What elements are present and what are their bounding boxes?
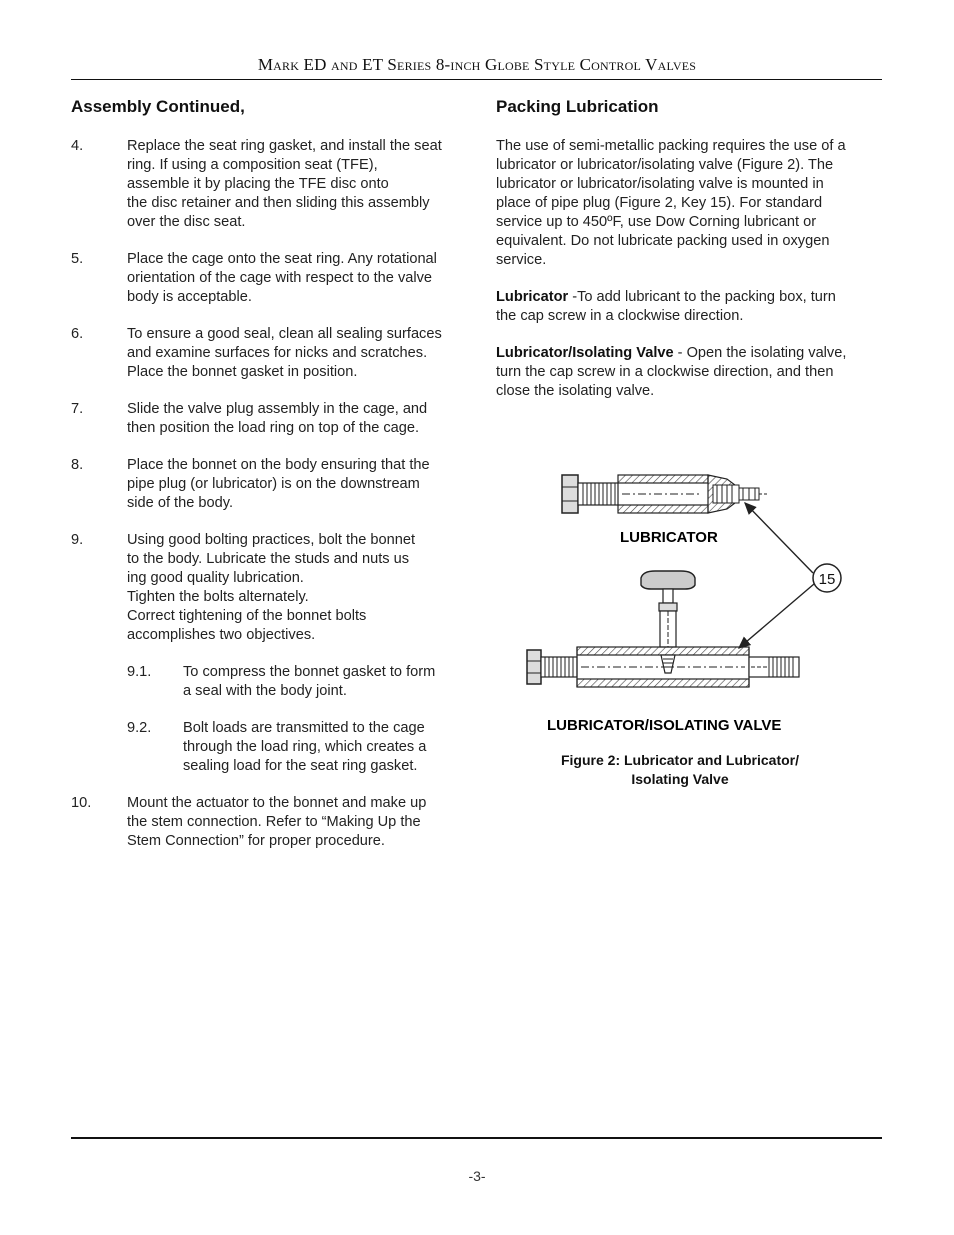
assembly-heading: Assembly Continued, (71, 97, 245, 116)
step-7 (71, 400, 471, 438)
step-number: 4. (71, 138, 84, 154)
step-10 (71, 794, 471, 851)
callout-arrow-bottom (739, 584, 814, 648)
paragraph-line: lubricator or lubricator/isolating valve is mounted in (496, 176, 824, 192)
step-line: body is acceptable. (127, 289, 252, 305)
step-line: Replace the seat ring gasket, and install the seat (127, 138, 442, 154)
step-line: then position the load ring on top of the cage. (127, 420, 420, 436)
step-5 (71, 250, 471, 307)
step-line: Place the bonnet gasket in position. (127, 364, 358, 380)
key-15-callout (739, 503, 841, 648)
lubricator-label: LUBRICATOR (620, 529, 718, 546)
substep-number: 9.1. (127, 664, 152, 680)
isolating-valve-label: LUBRICATOR/ISOLATING VALVE (547, 717, 782, 734)
substep-line: sealing load for the seat ring gasket. (183, 758, 418, 774)
isolating-valve-assembly (527, 571, 799, 687)
step-line: the disc retainer and then sliding this assembly (127, 195, 430, 211)
step-line: to the body. Lubricate the studs and nuts us (127, 551, 410, 567)
step-number: 6. (71, 326, 84, 342)
step-line: and examine surfaces for nicks and scratches. (127, 345, 428, 361)
step-line: Place the bonnet on the body ensuring that the (127, 457, 430, 473)
step-number: 7. (71, 401, 84, 417)
isolating-valve-paragraph (496, 344, 882, 401)
caption-line: Isolating Valve (631, 771, 729, 787)
paragraph-line: The use of semi-metallic packing requires the use of a (496, 138, 846, 154)
isolating-valve-term: Lubricator/Isolating Valve (496, 345, 674, 361)
step-line: over the disc seat. (127, 214, 246, 230)
step-line: accomplishes two objectives. (127, 627, 316, 643)
step-line: Correct tightening of the bonnet bolts (127, 608, 367, 624)
step-line: Slide the valve plug assembly in the cage, and (127, 401, 428, 417)
step-line: Tighten the bolts alternately. (127, 589, 309, 605)
step-line: ring. If using a composition seat (TFE), (127, 157, 378, 173)
step-number: 5. (71, 251, 84, 267)
header-rule (71, 79, 882, 80)
assembly-steps (71, 137, 471, 869)
step-line: the stem connection. Refer to “Making Up the (127, 814, 421, 830)
paragraph-text: - Open the isolating valve, (673, 345, 847, 361)
lubricator-assembly (562, 475, 769, 513)
lubricator-term: Lubricator (496, 289, 569, 305)
packing-lubrication-heading: Packing Lubrication (496, 97, 659, 116)
step-line: assemble it by placing the TFE disc onto (127, 176, 389, 192)
step-line: side of the body. (127, 495, 234, 511)
lubricator-paragraph (496, 288, 882, 326)
paragraph-line: place of pipe plug (Figure 2, Key 15). For standard (496, 195, 823, 211)
substep-line: Bolt loads are transmitted to the cage (183, 720, 425, 736)
figure-caption (520, 751, 840, 789)
figure-2-lubricator-drawing (517, 463, 849, 738)
substep-line: through the load ring, which creates a (183, 739, 427, 755)
paragraph-line: close the isolating valve. (496, 383, 655, 399)
paragraph-line: service. (496, 252, 547, 268)
step-line: Using good bolting practices, bolt the bonnet (127, 532, 416, 548)
step-number: 8. (71, 457, 84, 473)
step-9-2 (127, 719, 471, 776)
intro-paragraph (496, 137, 882, 270)
paragraph-line: service up to 450ºF, use Dow Corning lubricant or (496, 214, 817, 230)
step-line: Place the cage onto the seat ring. Any rotational (127, 251, 437, 267)
substep-line: To compress the bonnet gasket to form (183, 664, 436, 680)
step-line: To ensure a good seal, clean all sealing surfaces (127, 326, 442, 342)
header-title: Mark ED and ET Series 8-inch Globe Style Control Valves (257, 55, 697, 74)
paragraph-line: equivalent. Do not lubricate packing used in oxygen (496, 233, 830, 249)
substep-line: a seal with the body joint. (183, 683, 347, 699)
lubricator-illustration (517, 463, 849, 738)
step-4 (71, 137, 471, 232)
paragraph-line: the cap screw in a clockwise direction. (496, 308, 744, 324)
step-9-1 (127, 663, 471, 701)
caption-line: Figure 2: Lubricator and Lubricator/ (560, 752, 800, 768)
page-number: -3- (468, 1168, 486, 1184)
step-line: Mount the actuator to the bonnet and make up (127, 795, 427, 811)
step-line: Stem Connection” for proper procedure. (127, 833, 385, 849)
step-number: 9. (71, 532, 84, 548)
step-line: orientation of the cage with respect to the valve (127, 270, 433, 286)
footer-rule (71, 1137, 882, 1139)
step-line: pipe plug (or lubricator) is on the downstream (127, 476, 420, 492)
step-8 (71, 456, 471, 513)
key-number: 15 (818, 571, 836, 588)
step-6 (71, 325, 471, 382)
paragraph-line: turn the cap screw in a clockwise direction, and then (496, 364, 834, 380)
callout-arrow-top (745, 503, 813, 573)
step-number: 10. (71, 795, 92, 811)
substep-number: 9.2. (127, 720, 152, 736)
paragraph-line: lubricator or lubricator/isolating valve (Figure 2). The (496, 157, 834, 173)
paragraph-text: -To add lubricant to the packing box, turn (568, 289, 836, 305)
step-9 (71, 531, 471, 776)
packing-lubrication-body (496, 137, 882, 419)
step-line: ing good quality lubrication. (127, 570, 304, 586)
